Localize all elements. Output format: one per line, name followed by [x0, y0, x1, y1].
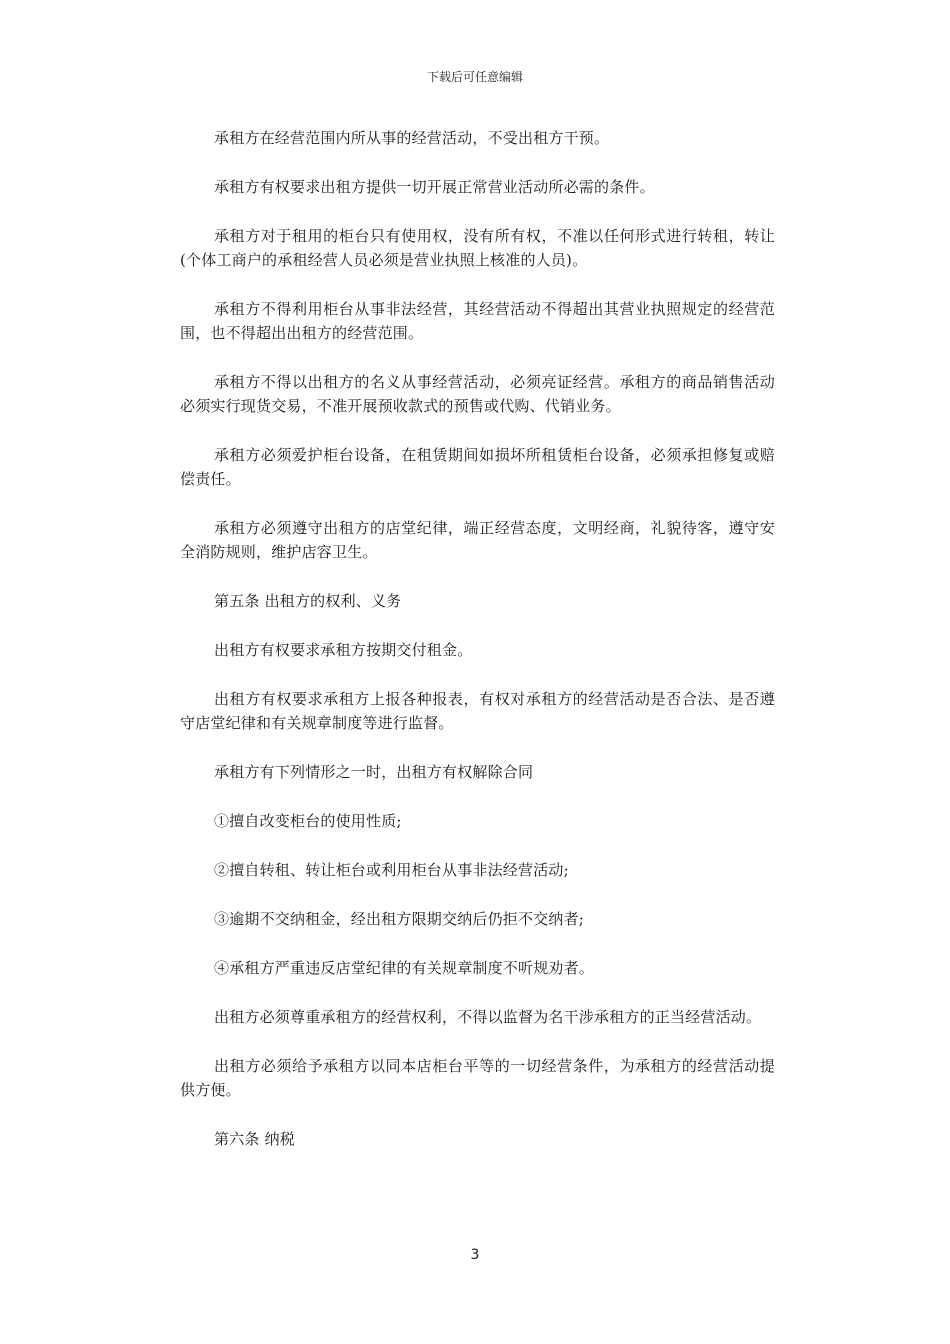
- paragraph: 承租方对于租用的柜台只有使用权，没有所有权，不准以任何形式进行转租，转让(个体工商户的承租经营人员必须是营业执照上核准的人员)。: [180, 227, 775, 269]
- paragraph: 承租方有权要求出租方提供一切开展正常营业活动所必需的条件。: [214, 178, 655, 196]
- list-item: ④承租方严重违反店堂纪律的有关规章制度不听规劝者。: [214, 959, 595, 977]
- page-number: 3: [470, 1247, 480, 1263]
- paragraph: 承租方不得以出租方的名义从事经营活动，必须亮证经营。承租方的商品销售活动必须实行现货交易，不准开展预收款式的预售或代购、代销业务。: [180, 373, 775, 415]
- list-item: ②擅自转租、转让柜台或利用柜台从事非法经营活动;: [214, 861, 569, 879]
- paragraph: 出租方有权要求承租方上报各种报表，有权对承租方的经营活动是否合法、是否遵守店堂纪律和有关规章制度等进行监督。: [180, 690, 775, 732]
- paragraph: 承租方在经营范围内所从事的经营活动，不受出租方干预。: [214, 129, 610, 147]
- paragraph: 出租方必须给予承租方以同本店柜台平等的一切经营条件，为承租方的经营活动提供方便。: [180, 1057, 775, 1099]
- paragraph: 承租方必须爱护柜台设备，在租赁期间如损坏所租赁柜台设备，必须承担修复或赔偿责任。: [180, 446, 775, 488]
- paragraph: 承租方有下列情形之一时，出租方有权解除合同: [214, 763, 534, 781]
- section-heading: 第五条 出租方的权利、义务: [214, 592, 402, 610]
- paragraph: 出租方有权要求承租方按期交付租金。: [214, 641, 473, 659]
- paragraph: 承租方必须遵守出租方的店堂纪律，端正经营态度，文明经商，礼貌待客，遵守安全消防规则，维护店容卫生。: [180, 519, 775, 561]
- section-heading: 第六条 纳税: [214, 1130, 295, 1148]
- list-item: ③逾期不交纳租金，经出租方限期交纳后仍拒不交纳者;: [214, 910, 585, 928]
- page-header: 下载后可任意编辑: [426, 70, 523, 84]
- paragraph: 承租方不得利用柜台从事非法经营，其经营活动不得超出其营业执照规定的经营范围，也不得超出出租方的经营范围。: [180, 300, 775, 342]
- document-body: [180, 126, 775, 1176]
- paragraph: 出租方必须尊重承租方的经营权利，不得以监督为名干涉承租方的正当经营活动。: [214, 1008, 762, 1026]
- list-item: ①擅自改变柜台的使用性质;: [214, 812, 402, 830]
